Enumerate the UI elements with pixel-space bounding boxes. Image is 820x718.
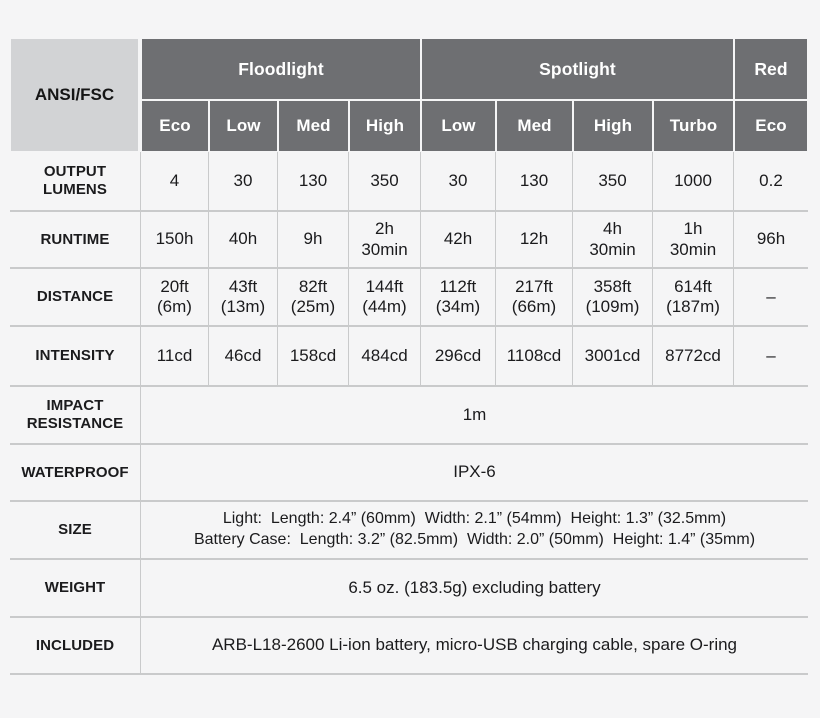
spec-cell: 30 (421, 152, 496, 212)
row-label-distance: DISTANCE (10, 269, 141, 327)
mode-header-spotlight-low: Low (421, 100, 496, 152)
mode-header-floodlight-high: High (349, 100, 421, 152)
spec-cell: 112ft (34m) (421, 269, 496, 327)
mode-header-red-eco: Eco (734, 100, 808, 152)
spec-cell: 9h (278, 212, 349, 269)
spec-cell: 350 (349, 152, 421, 212)
waterproof-value: IPX-6 (141, 445, 808, 502)
spec-cell: 82ft (25m) (278, 269, 349, 327)
group-header-red: Red (734, 38, 808, 100)
group-header-floodlight: Floodlight (141, 38, 421, 100)
mode-header-spotlight-turbo: Turbo (653, 100, 734, 152)
spec-cell: 43ft (13m) (209, 269, 278, 327)
row-label-output-lumens: OUTPUT LUMENS (10, 152, 141, 212)
row-label-included: INCLUDED (10, 618, 141, 675)
impact-resistance-value: 1m (141, 387, 808, 445)
spec-cell: 296cd (421, 327, 496, 387)
size-value (141, 502, 808, 560)
mode-header-floodlight-med: Med (278, 100, 349, 152)
row-label-weight: WEIGHT (10, 560, 141, 618)
spec-cell: – (734, 327, 808, 387)
spec-cell: 42h (421, 212, 496, 269)
row-label-waterproof: WATERPROOF (10, 445, 141, 502)
spec-cell: 484cd (349, 327, 421, 387)
spec-cell: 358ft (109m) (573, 269, 653, 327)
table-corner-label: ANSI/FSC (10, 38, 141, 152)
spec-cell: 1000 (653, 152, 734, 212)
spec-cell: 40h (209, 212, 278, 269)
mode-header-floodlight-eco: Eco (141, 100, 209, 152)
spec-cell: 8772cd (653, 327, 734, 387)
spec-cell: 0.2 (734, 152, 808, 212)
spec-cell: 144ft (44m) (349, 269, 421, 327)
mode-header-spotlight-high: High (573, 100, 653, 152)
row-label-runtime: RUNTIME (10, 212, 141, 269)
spec-cell: 217ft (66m) (496, 269, 573, 327)
included-value: ARB-L18-2600 Li-ion battery, micro-USB charging cable, spare O-ring (141, 618, 808, 675)
spec-cell: 12h (496, 212, 573, 269)
weight-value: 6.5 oz. (183.5g) excluding battery (141, 560, 808, 618)
spec-cell: 46cd (209, 327, 278, 387)
spec-cell: 20ft (6m) (141, 269, 209, 327)
spec-cell: 4h 30min (573, 212, 653, 269)
spec-cell: 11cd (141, 327, 209, 387)
spec-cell: 1h 30min (653, 212, 734, 269)
mode-header-floodlight-low: Low (209, 100, 278, 152)
spec-cell: 158cd (278, 327, 349, 387)
spec-cell: 3001cd (573, 327, 653, 387)
row-label-intensity: INTENSITY (10, 327, 141, 387)
spec-cell: 130 (278, 152, 349, 212)
spec-cell: 350 (573, 152, 653, 212)
mode-header-spotlight-med: Med (496, 100, 573, 152)
spec-cell: 30 (209, 152, 278, 212)
spec-cell: 150h (141, 212, 209, 269)
spec-cell: 1108cd (496, 327, 573, 387)
row-label-impact-resistance: IMPACT RESISTANCE (10, 387, 141, 445)
spec-cell: 614ft (187m) (653, 269, 734, 327)
row-label-size: SIZE (10, 502, 141, 560)
group-header-spotlight: Spotlight (421, 38, 734, 100)
spec-cell: 130 (496, 152, 573, 212)
spec-table (10, 38, 808, 675)
size-light-line: Light: Length: 2.4” (60mm) Width: 2.1” (54mm) Height: 1.3” (32.5mm) (222, 510, 727, 528)
spec-cell: – (734, 269, 808, 327)
size-battery-case-line: Battery Case: Length: 3.2” (82.5mm) Width: 2.0” (50mm) Height: 1.4” (35mm) (193, 531, 756, 548)
spec-cell: 96h (734, 212, 808, 269)
spec-cell: 4 (141, 152, 209, 212)
spec-cell: 2h 30min (349, 212, 421, 269)
